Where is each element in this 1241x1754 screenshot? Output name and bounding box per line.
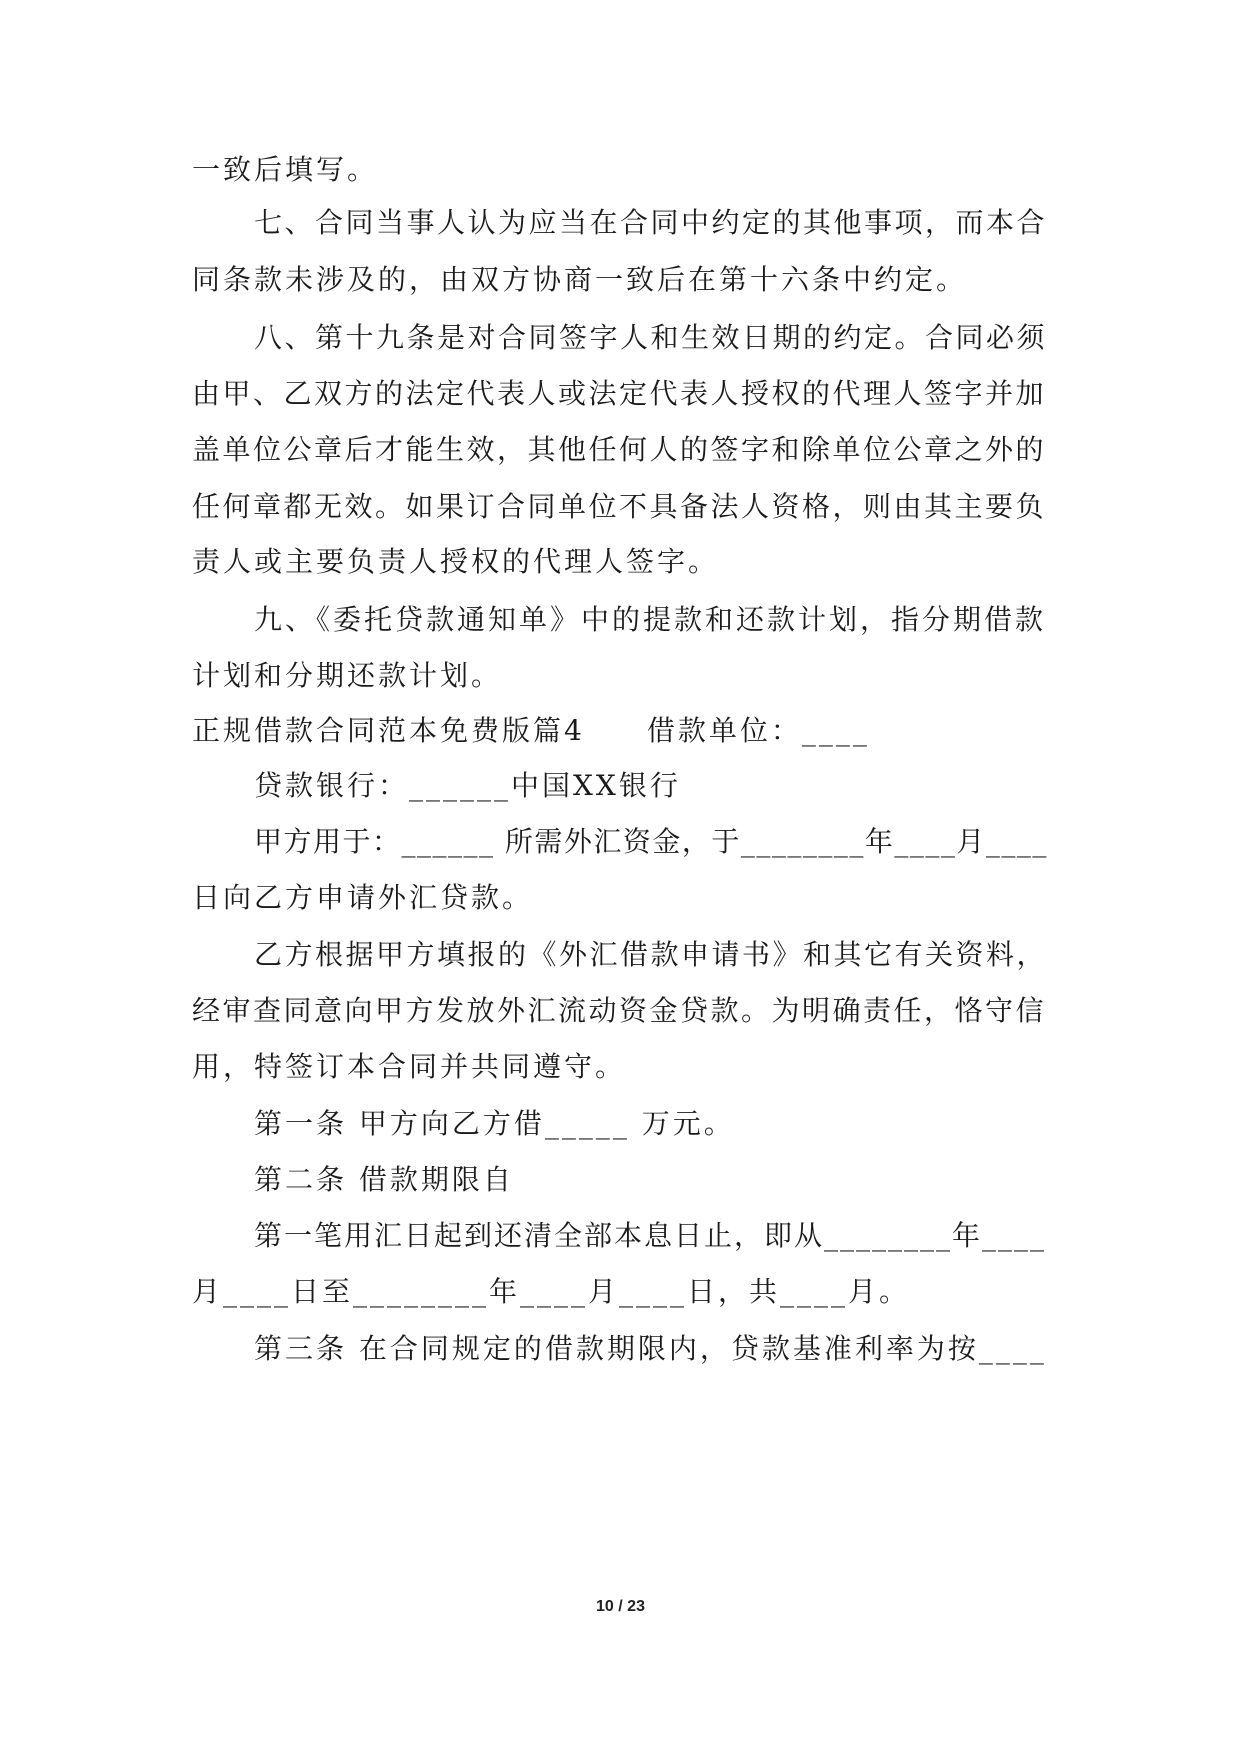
paragraph-line: 计划和分期还款计划。 [192, 659, 503, 692]
paragraph-line: 甲方用于：______ 所需外汇资金，于________年____月____ [254, 825, 1048, 858]
paragraph-line: 乙方根据甲方填报的《外汇借款申请书》和其它有关资料， [254, 938, 1048, 971]
page-number: 10 / 23 [596, 1598, 645, 1615]
paragraph-line: 盖单位公章后才能生效，其他任何人的签字和除单位公章之外的 [192, 433, 1047, 466]
paragraph-line: 由甲、乙双方的法定代表人或法定代表人授权的代理人签字并加 [192, 377, 1047, 410]
paragraph-line: 月____日至________年____月____日，共____月。 [192, 1275, 911, 1308]
paragraph-line: 任何章都无效。如果订合同单位不具备法人资格，则由其主要负 [192, 490, 1047, 523]
paragraph-line: 责人或主要负责人授权的代理人签字。 [192, 545, 720, 578]
paragraph-line: 第一笔用汇日起到还清全部本息日止，即从________年____ [254, 1219, 1047, 1252]
paragraph-line: 第三条 在合同规定的借款期限内，贷款基准利率为按____ [254, 1332, 1047, 1365]
paragraph-line: 用，特签订本合同并共同遵守。 [192, 1050, 627, 1083]
paragraph-line: 同条款未涉及的，由双方协商一致后在第十六条中约定。 [192, 263, 968, 296]
paragraph-line: 七、合同当事人认为应当在合同中约定的其他事项，而本合 [254, 206, 1048, 239]
paragraph-line: 九、《委托贷款通知单》中的提款和还款计划，指分期借款 [254, 603, 1047, 636]
paragraph-line: 经审查同意向甲方发放外汇流动资金贷款。为明确责任，恪守信 [192, 994, 1047, 1027]
paragraph-line: 日向乙方申请外汇贷款。 [192, 881, 534, 914]
paragraph-line: 第一条 甲方向乙方借_____ 万元。 [254, 1107, 735, 1140]
section-heading: 正规借款合同范本免费版篇4 借款单位：____ [192, 714, 870, 747]
paragraph-line: 第二条 借款期限自 [254, 1163, 514, 1196]
paragraph-line: 八、第十九条是对合同签字人和生效日期的约定。合同必须 [254, 321, 1048, 354]
paragraph-line: 贷款银行：______中国XX银行 [254, 769, 681, 802]
paragraph-line: 一致后填写。 [192, 153, 379, 186]
